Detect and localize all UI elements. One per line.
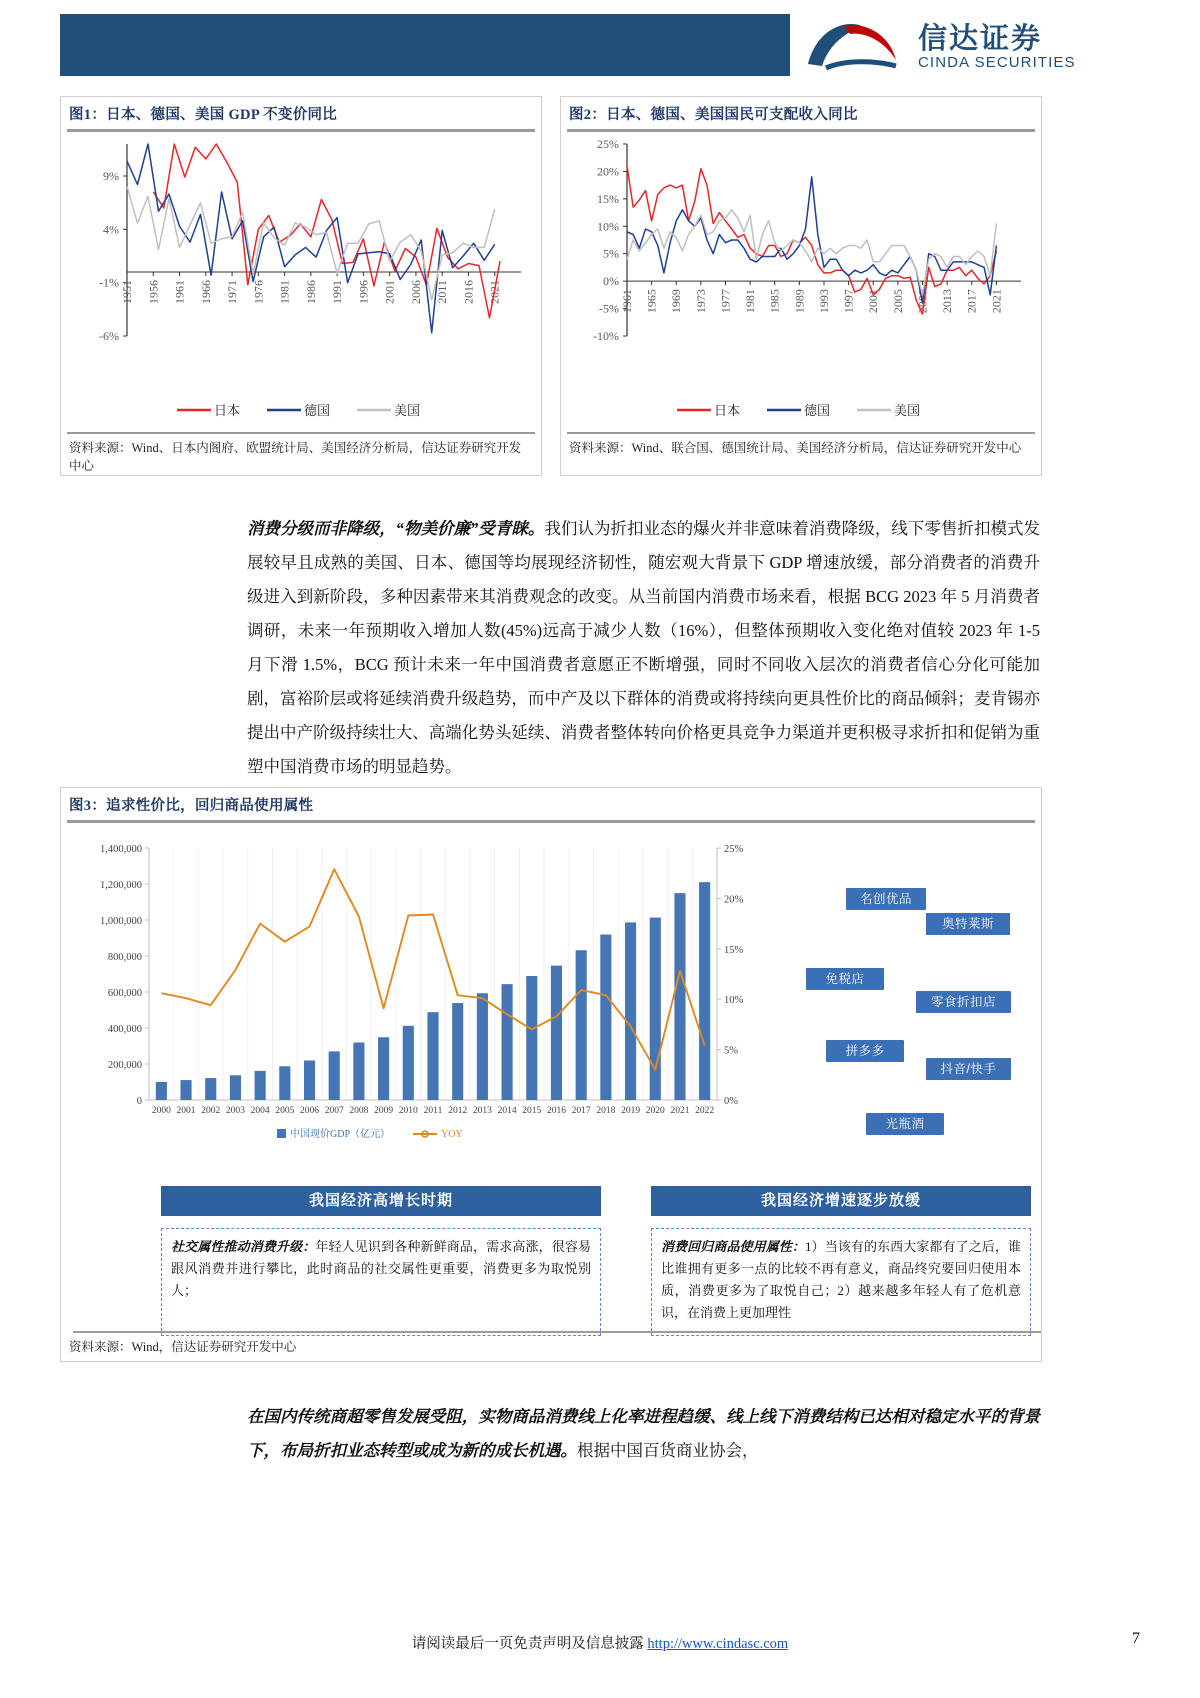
svg-text:1996: 1996: [356, 280, 371, 304]
note-usage-attribute: [651, 1228, 1031, 1336]
page-number: 7: [1132, 1630, 1140, 1647]
figure-1-title: 图1：日本、德国、美国 GDP 不变价同比: [69, 107, 338, 123]
svg-text:2006: 2006: [408, 280, 423, 304]
note-left-body: 年轻人见识到各种新鲜商品，需求高涨，很容易跟风消费并进行攀比，此时商品的社交属性更重要，消费更多为取悦别人；: [171, 1239, 591, 1298]
svg-text:1965: 1965: [644, 289, 659, 314]
brand-name-cn: 信达证券: [918, 23, 1043, 55]
svg-text:2010: 2010: [398, 1106, 418, 1116]
svg-text:1993: 1993: [817, 289, 831, 314]
svg-text:25%: 25%: [597, 137, 619, 151]
figure-3: [60, 787, 1042, 1362]
figure-1-chart: [61, 132, 541, 432]
svg-text:2022: 2022: [695, 1106, 715, 1116]
svg-text:1951: 1951: [120, 280, 134, 304]
figure-1-source: 资料来源：Wind、日本内阁府、欧盟统计局、美国经济分析局，信达证券研究开发中心: [69, 441, 522, 474]
body-paragraph-2: [247, 1400, 1040, 1468]
svg-text:2000: 2000: [151, 1106, 171, 1116]
svg-text:20%: 20%: [597, 164, 619, 179]
svg-text:1961: 1961: [172, 280, 187, 304]
svg-text:1966: 1966: [198, 280, 213, 304]
svg-text:美国: 美国: [894, 403, 921, 418]
svg-text:200,000: 200,000: [107, 1060, 142, 1071]
brand-tag-mingchuang: 名创优品: [846, 888, 926, 910]
svg-text:0%: 0%: [724, 1096, 738, 1107]
svg-text:1986: 1986: [303, 280, 318, 304]
svg-text:德国: 德国: [304, 403, 331, 418]
svg-text:1989: 1989: [792, 289, 807, 314]
svg-text:美国: 美国: [394, 403, 421, 418]
svg-text:日本: 日本: [214, 403, 241, 418]
svg-text:2014: 2014: [497, 1106, 517, 1116]
svg-text:10%: 10%: [597, 219, 619, 234]
svg-text:2008: 2008: [349, 1106, 369, 1116]
svg-text:2020: 2020: [645, 1106, 665, 1116]
svg-text:0: 0: [136, 1096, 142, 1107]
svg-text:1,400,000: 1,400,000: [100, 844, 142, 855]
svg-text:-10%: -10%: [593, 329, 619, 343]
svg-text:1971: 1971: [225, 280, 240, 304]
svg-text:5%: 5%: [724, 1045, 738, 1057]
svg-text:2003: 2003: [225, 1106, 245, 1116]
svg-text:15%: 15%: [597, 191, 619, 206]
paragraph-2-body: 根据中国百货商业协会，: [577, 1441, 759, 1460]
note-right-lead: 消费回归商品使用属性：: [661, 1239, 806, 1254]
svg-text:20%: 20%: [724, 894, 744, 906]
figure-3-title-rule: [67, 820, 1035, 823]
svg-text:2005: 2005: [890, 289, 905, 314]
svg-text:5%: 5%: [603, 246, 619, 261]
figure-2-title: 图2：日本、德国、美国国民可支配收入同比: [569, 107, 858, 123]
note-right-body: 1）当该有的东西大家都有了之后，谁比谁拥有更多一点的比较不再有意义，商品终究要回归使用本质，消费更多为了取悦自己；2）越来越多年轻人有了危机意识，在消费上更加理性: [661, 1239, 1021, 1320]
svg-text:1991: 1991: [330, 280, 345, 304]
svg-text:1981: 1981: [277, 280, 292, 304]
svg-text:2011: 2011: [423, 1106, 443, 1116]
svg-text:1981: 1981: [743, 289, 758, 314]
svg-text:2016: 2016: [546, 1106, 566, 1116]
figure-2-source: 资料来源：Wind、联合国、德国统计局、美国经济分析局，信达证券研究开发中心: [569, 441, 1022, 455]
svg-text:2013: 2013: [472, 1106, 492, 1116]
svg-text:2011: 2011: [435, 280, 450, 304]
brand-tag-douyin-kuaishou: 抖音/快手: [926, 1058, 1011, 1080]
svg-text:-6%: -6%: [99, 329, 119, 343]
svg-text:-1%: -1%: [99, 275, 119, 290]
page-footer: [0, 1632, 1200, 1653]
banner-slowing: 我国经济增速逐步放缓: [651, 1186, 1031, 1216]
paragraph-1-body: 我们认为折扣业态的爆火并非意味着消费降级，线下零售折扣模式发展较早且成熟的美国、日本、德国等均展现经济韧性，随宏观大背景下 GDP 增速放缓，部分消费者的消费升级进入到新阶段，多种因素带来其消费观念的改变。从当前国内消费市场来看，根据 BCG 2023 年 5 月消费者调研，未来一年预期收入增加人数(45%)远高于减少人数（16%），但整体预期收入变化绝对值较 2023 年 1-5 月下滑 1.5%，BCG 预计未来一年中国消费者意愿正不断增强，同时不同收入层次的消费者信心分化可能加剧，富裕阶层或将延续消费升级趋势，而中产及以下群体的消费或将持续向更具性价比的商品倾斜；麦肯锡亦提出中产阶级持续壮大、高端化势头延续、消费者整体转向价格更具竞争力渠道并更积极寻求折扣和促销为重塑中国消费市场的明显趋势。: [247, 519, 1041, 776]
footer-url[interactable]: http://www.cindasc.com: [647, 1636, 789, 1652]
svg-text:2017: 2017: [571, 1106, 591, 1116]
svg-text:9%: 9%: [103, 169, 119, 183]
header-band: [60, 14, 790, 76]
svg-text:2009: 2009: [915, 289, 930, 314]
svg-text:1,000,000: 1,000,000: [100, 916, 142, 927]
svg-text:2009: 2009: [374, 1106, 394, 1116]
svg-text:10%: 10%: [724, 995, 744, 1007]
svg-text:1997: 1997: [841, 289, 856, 314]
cinda-logo-icon: [800, 16, 910, 74]
svg-text:4%: 4%: [103, 222, 119, 237]
svg-text:2021: 2021: [487, 280, 502, 304]
svg-text:-5%: -5%: [599, 301, 619, 316]
svg-text:1,200,000: 1,200,000: [100, 880, 142, 891]
svg-text:2001: 2001: [866, 289, 881, 314]
paragraph-2-lead: 在国内传统商超零售发展受阻，实物商品消费线上化率进程趋缓、线上线下消费结构已达相对稳定水平的背景下，布局折扣业态转型或成为新的成长机遇。: [247, 1407, 1040, 1460]
svg-text:2005: 2005: [275, 1106, 295, 1116]
svg-text:2006: 2006: [300, 1106, 320, 1116]
svg-text:中国现价GDP（亿元）: 中国现价GDP（亿元）: [290, 1129, 391, 1140]
svg-text:1956: 1956: [146, 280, 161, 304]
brand-tag-guangpingjiu: 光瓶酒: [866, 1113, 944, 1135]
brand-logo: [800, 10, 1160, 80]
figure-2-chart: [561, 132, 1041, 432]
svg-text:2004: 2004: [250, 1106, 270, 1116]
body-paragraph-1: [247, 512, 1040, 784]
svg-text:日本: 日本: [714, 403, 741, 418]
svg-text:1985: 1985: [767, 289, 782, 314]
figure-3-title: 图3：追求性价比，回归商品使用属性: [69, 798, 314, 814]
svg-text:2002: 2002: [201, 1106, 221, 1116]
figure-2: [560, 96, 1042, 476]
svg-text:1961: 1961: [620, 289, 634, 314]
svg-text:2017: 2017: [964, 289, 979, 314]
svg-text:1973: 1973: [693, 289, 708, 314]
svg-text:2001: 2001: [382, 280, 397, 304]
svg-text:400,000: 400,000: [107, 1024, 142, 1035]
svg-text:2018: 2018: [596, 1106, 616, 1116]
svg-text:2001: 2001: [176, 1106, 196, 1116]
svg-text:2013: 2013: [940, 289, 955, 314]
brand-tag-snackdiscount: 零食折扣店: [916, 991, 1011, 1013]
note-left-lead: 社交属性推动消费升级：: [171, 1239, 316, 1254]
svg-text:25%: 25%: [724, 844, 744, 855]
paragraph-1-lead: 消费分级而非降级，“物美价廉”受青睐。: [247, 519, 545, 538]
svg-text:2015: 2015: [522, 1106, 542, 1116]
brand-name-en: CINDA SECURITIES: [918, 54, 1076, 71]
banner-high-growth: 我国经济高增长时期: [161, 1186, 601, 1216]
figure-3-source: 资料来源：Wind，信达证券研究开发中心: [69, 1339, 297, 1354]
svg-text:2007: 2007: [324, 1106, 344, 1116]
svg-text:YOY: YOY: [441, 1129, 463, 1140]
brand-tag-pinduoduo: 拼多多: [826, 1040, 904, 1062]
svg-text:15%: 15%: [724, 944, 744, 956]
brand-tag-outlets: 奥特莱斯: [926, 913, 1010, 935]
svg-text:2021: 2021: [670, 1106, 690, 1116]
svg-text:0%: 0%: [603, 274, 619, 289]
figure-1: [60, 96, 542, 476]
svg-text:2019: 2019: [621, 1106, 641, 1116]
footer-disclaimer: 请阅读最后一页免责声明及信息披露: [411, 1636, 644, 1652]
note-social-attribute: [161, 1228, 601, 1336]
svg-text:德国: 德国: [804, 403, 831, 418]
figure-3-chart: [71, 838, 771, 1158]
svg-text:2021: 2021: [989, 289, 1004, 314]
svg-text:2012: 2012: [448, 1106, 468, 1116]
svg-text:1976: 1976: [251, 280, 266, 304]
brand-tag-dutyfree: 免税店: [806, 968, 884, 990]
svg-text:800,000: 800,000: [107, 952, 142, 963]
svg-text:1977: 1977: [718, 289, 733, 314]
svg-text:2016: 2016: [461, 280, 476, 304]
svg-text:600,000: 600,000: [107, 988, 142, 999]
svg-text:1969: 1969: [669, 289, 684, 314]
